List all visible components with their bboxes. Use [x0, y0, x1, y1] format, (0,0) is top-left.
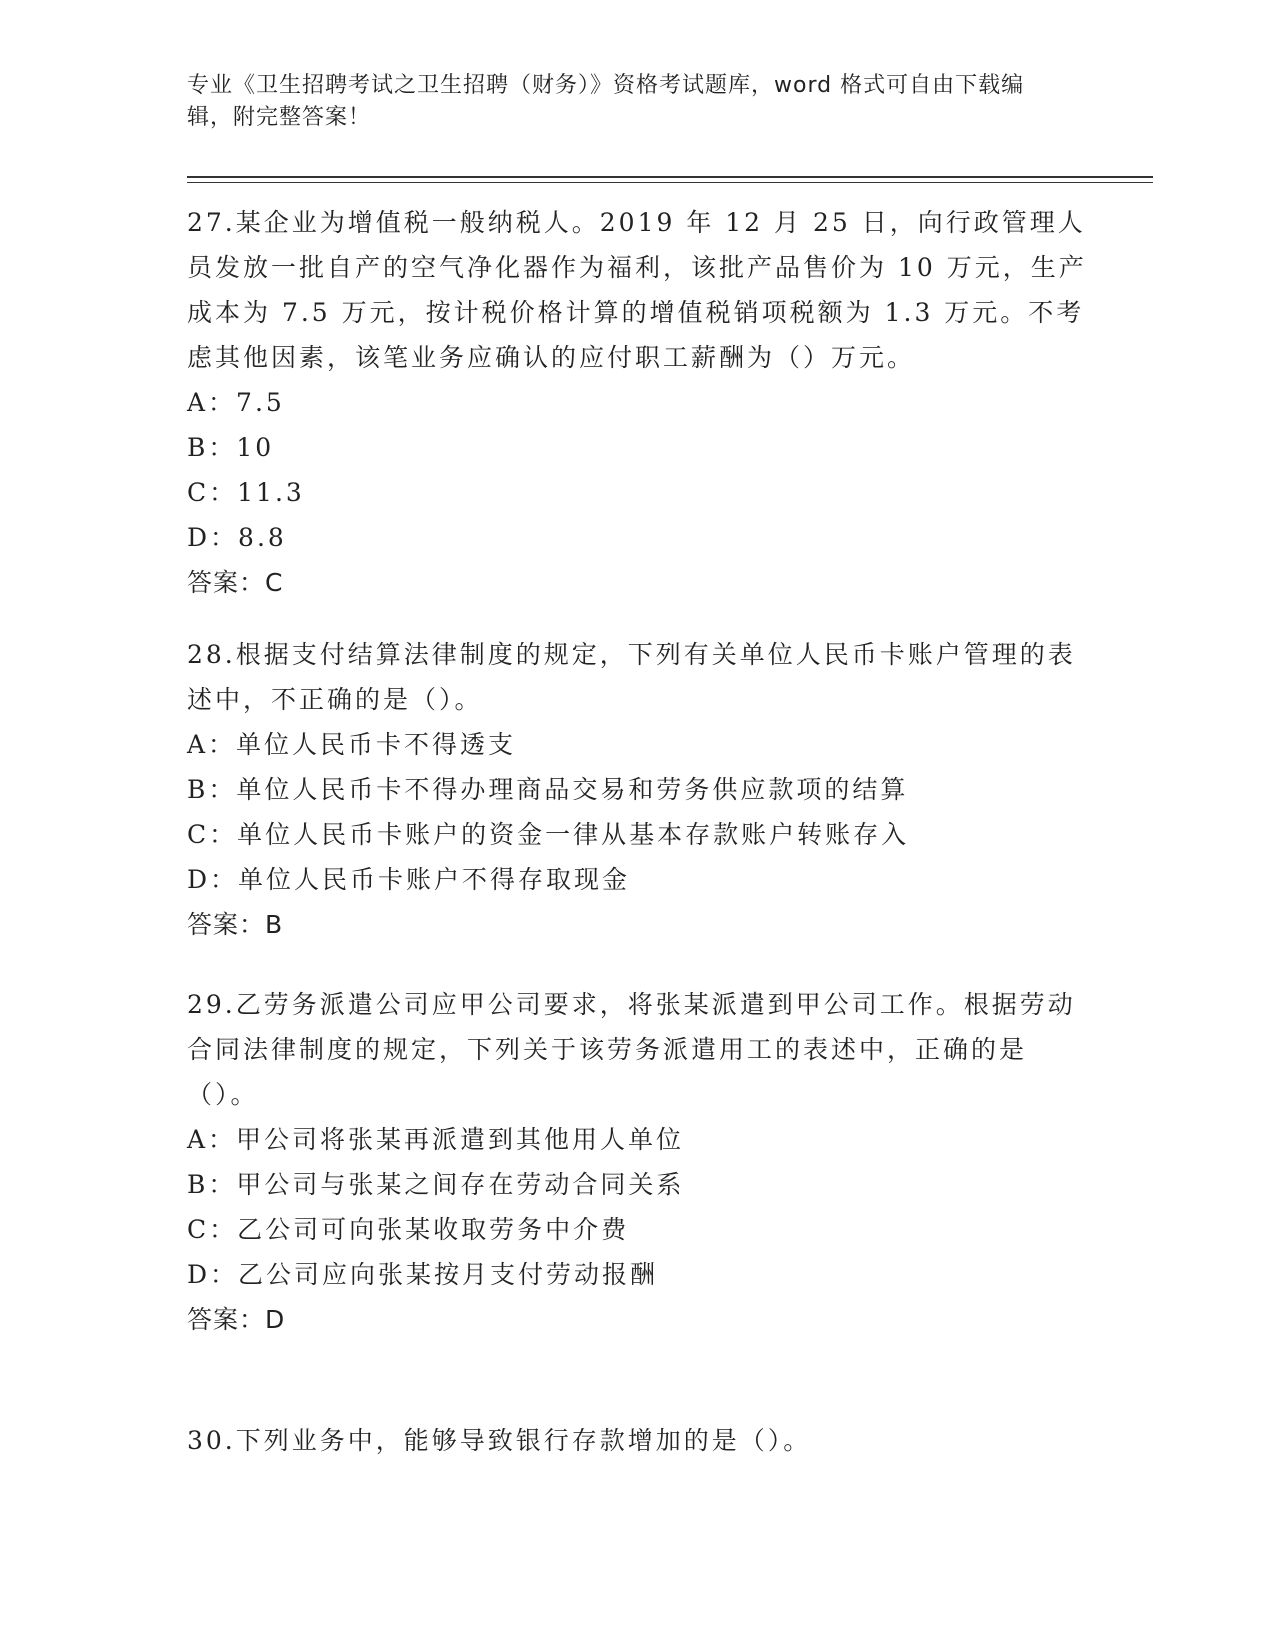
option-b: B：10	[187, 433, 275, 462]
answer: 答案：C	[187, 568, 284, 597]
header-divider	[187, 176, 1153, 178]
document-header: 专业《卫生招聘考试之卫生招聘（财务）》资格考试题库，word 格式可自由下载编辑，附完整答案！	[187, 73, 1025, 130]
option-a: A：单位人民币卡不得透支	[187, 730, 517, 759]
option-a: A：7.5	[187, 388, 285, 417]
option-c: C：乙公司可向张某收取劳务中介费	[187, 1215, 630, 1244]
option-d: D：8.8	[187, 523, 287, 552]
option-b: B：单位人民币卡不得办理商品交易和劳务供应款项的结算	[187, 775, 909, 804]
answer: 答案：B	[187, 910, 284, 939]
option-a: A：甲公司将张某再派遣到其他用人单位	[187, 1125, 685, 1154]
question-30	[187, 1418, 1087, 1463]
option-c: C：11.3	[187, 478, 305, 507]
option-b: B：甲公司与张某之间存在劳动合同关系	[187, 1170, 685, 1199]
question-stem: 30.下列业务中，能够导致银行存款增加的是（）。	[187, 1426, 812, 1455]
option-c: C：单位人民币卡账户的资金一律从基本存款账户转账存入	[187, 820, 910, 849]
option-d: D：乙公司应向张某按月支付劳动报酬	[187, 1260, 659, 1289]
question-stem: 29.乙劳务派遣公司应甲公司要求，将张某派遣到甲公司工作。根据劳动合同法律制度的规定，下列关于该劳务派遣用工的表述中，正确的是（）。	[187, 990, 1076, 1109]
question-29	[187, 982, 1087, 1342]
answer: 答案：D	[187, 1305, 286, 1334]
question-stem: 28.根据支付结算法律制度的规定，下列有关单位人民币卡账户管理的表述中，不正确的是（）。	[187, 640, 1076, 714]
question-27	[187, 200, 1087, 605]
question-28	[187, 632, 1087, 947]
header-divider-thin	[187, 182, 1153, 183]
question-stem: 27.某企业为增值税一般纳税人。2019 年 12 月 25 日，向行政管理人员发放一批自产的空气净化器作为福利，该批产品售价为 10 万元，生产成本为 7.5 万元，按计税价格计算的增值税销项税额为 1.3 万元。不考虑其他因素，该笔业务应确认的应付职工薪酬为（）万元。	[187, 208, 1087, 372]
option-d: D：单位人民币卡账户不得存取现金	[187, 865, 631, 894]
